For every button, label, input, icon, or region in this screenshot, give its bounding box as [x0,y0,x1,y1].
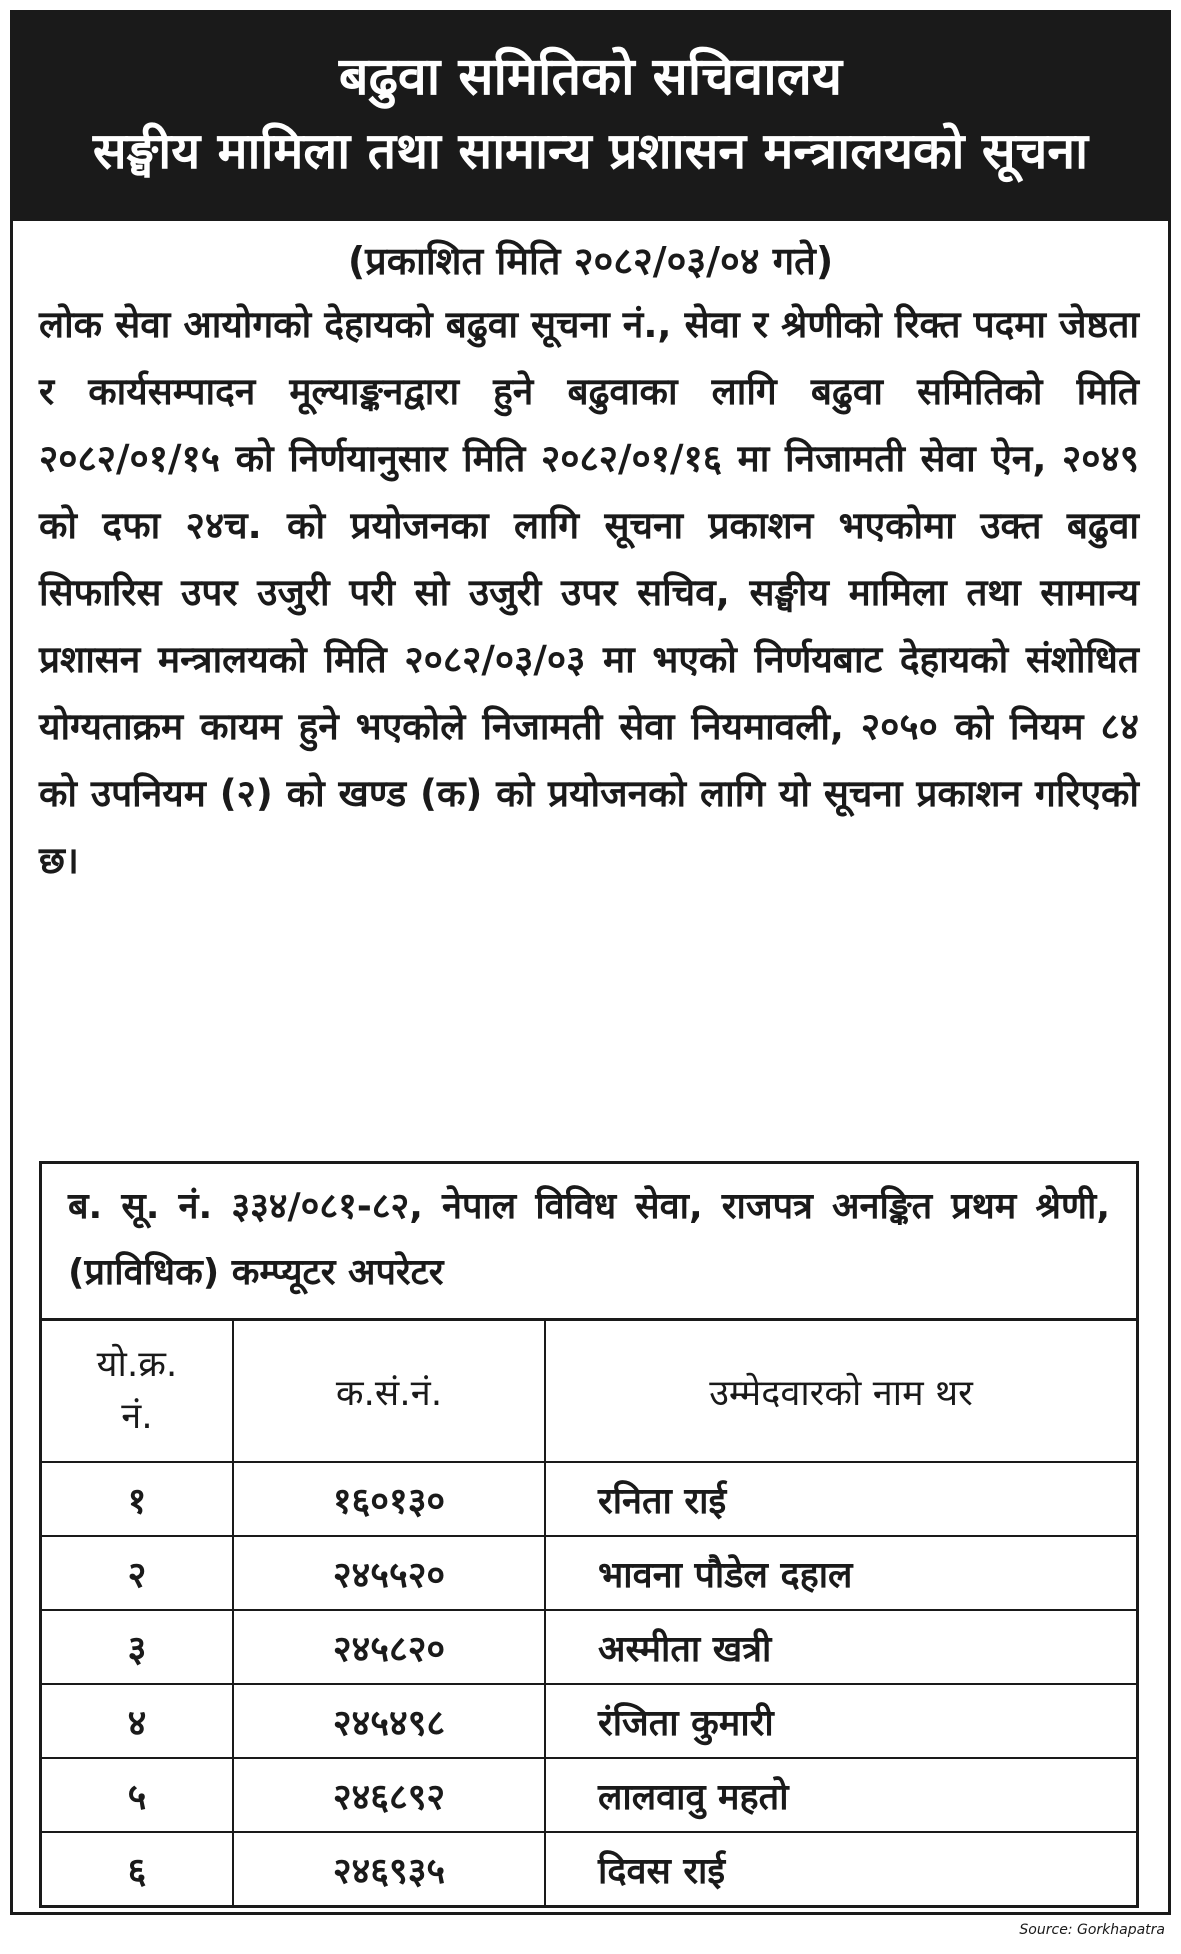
header-candidate-name: उम्मेदवारको नाम थर [545,1321,1136,1462]
source-credit: Source: Gorkhapatra [1019,1922,1165,1938]
row-candidate-name: दिवस राई [545,1832,1136,1905]
table-row [42,1610,1136,1684]
header-serial-line1: यो.क्र. [96,1344,178,1385]
published-date: (प्रकाशित मिति २०८२/०३/०४ गते) [347,239,834,283]
row-serial: ५ [42,1758,233,1832]
row-candidate-name: अस्मीता खत्री [545,1610,1136,1684]
header-roll-number: क.सं.नं. [233,1321,545,1462]
row-candidate-name: भावना पौडेल दहाल [545,1536,1136,1610]
table-row [42,1758,1136,1832]
row-serial: ६ [42,1832,233,1905]
table-row [42,1684,1136,1758]
header-serial-line2: नं. [121,1396,153,1437]
row-serial: २ [42,1536,233,1610]
candidate-table [42,1321,1136,1905]
header-serial-number [42,1321,233,1462]
row-roll-number: २४५५२० [233,1536,545,1610]
row-roll-number: २४६८९२ [233,1758,545,1832]
header-title-secretariat: बढुवा समितिको सचिवालय [338,47,843,107]
table-header-row [42,1321,1136,1462]
header-title-ministry-notice: सङ्घीय मामिला तथा सामान्य प्रशासन मन्त्रालयको सूचना [92,122,1089,180]
notice-body-text: लोक सेवा आयोगको देहायको बढुवा सूचना नं., सेवा र श्रेणीको रिक्त पदमा जेष्ठता र कार्यसम्पादन मूल्याङ्कनद्वारा हुने बढुवाका लागि बढुवा समितिको मिति २०८२/०१/१५ को निर्णयानुसार मिति २०८२/०१/१६ मा निजामती सेवा ऐन, २०४९ को दफा २४च. को प्रयोजनका लागि सूचना प्रकाशन भएकोमा उक्त बढुवा सिफारिस उपर उजुरी परी सो उजुरी उपर सचिव, सङ्घीय मामिला तथा सामान्य प्रशासन मन्त्रालयको मिति २०८२/०३/०३ मा भएको निर्णयबाट देहायको संशोधित योग्यताक्रम कायम हुने भएकोले निजामती सेवा नियमावली, २०५० को नियम ८४ को उपनियम (२) को खण्ड (क) को प्रयोजनको लागि यो सूचना प्रकाशन गरिएको छ। [39,303,1139,882]
row-candidate-name: लालवावु महतो [545,1758,1136,1832]
row-roll-number: २४६९३५ [233,1832,545,1905]
row-candidate-name: रंजिता कुमारी [545,1684,1136,1758]
row-roll-number: २४५८२० [233,1610,545,1684]
row-candidate-name: रनिता राई [545,1462,1136,1536]
table-row [42,1462,1136,1536]
row-roll-number: २४५४९८ [233,1684,545,1758]
row-serial: ४ [42,1684,233,1758]
notice [10,10,1171,1915]
table-caption: ब. सू. नं. ३३४/०८१-८२, नेपाल विविध सेवा, राजपत्र अनङ्कित प्रथम श्रेणी, (प्राविधिक) कम्प्यूटर अपरेटर [42,1164,1136,1321]
table-row [42,1832,1136,1905]
notice-header [13,13,1168,221]
row-roll-number: १६०१३० [233,1462,545,1536]
row-serial: १ [42,1462,233,1536]
row-serial: ३ [42,1610,233,1684]
table-row [42,1536,1136,1610]
candidate-table-box [39,1161,1139,1908]
